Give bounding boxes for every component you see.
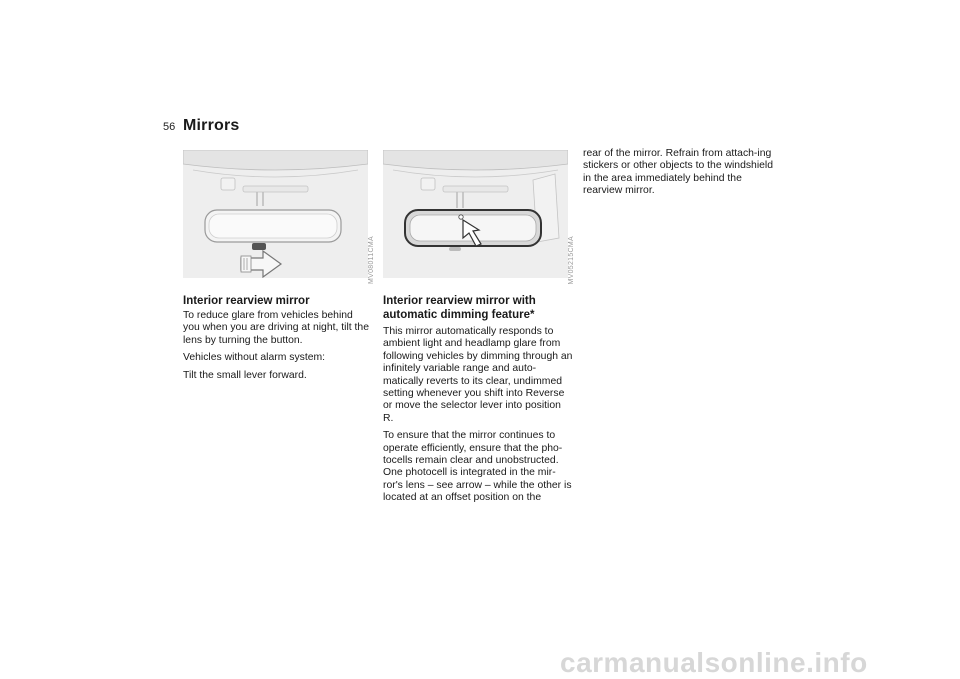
figure-code-left: MV08011CMA [368,236,375,285]
body-paragraph: To reduce glare from vehicles behind you when you are driving at night, tilt the lens by turning the button. [183,310,369,346]
dimming-mirror-illustration [383,150,568,278]
section-heading: Interior rearview mirror [183,295,310,307]
page-title: Mirrors [183,117,240,134]
figure-interior-mirror [183,150,368,278]
figure-dimming-mirror [383,150,568,278]
watermark: carmanualsonline.info [560,647,868,678]
body-paragraph: rear of the mirror. Refrain from attach-ing stickers or other objects to the windshield in the area immediately behind the rearview mirror. [583,148,774,197]
body-paragraph: This mirror automatically responds to ambient light and headlamp glare from following vehicles by dimming through an infinitely variable range and auto-matically reverts to its clear, undimmed setting whenever you shift into Reverse or move the selector lever into position R. [383,326,573,424]
body-paragraph: To ensure that the mirror continues to operate efficiently, ensure that the pho-tocells remain clear and unobstructed. One photocell is integrated in the mir-ror's lens – see arrow – while the other is located at an offset position on the [383,430,572,504]
mirror-illustration [183,150,368,278]
body-paragraph: Tilt the small lever forward. [183,369,307,381]
page-number: 56 [163,121,176,133]
section-heading: Interior rearview mirror with automatic dimming feature* [383,295,536,321]
column-3 [583,148,773,198]
figure-code-right: MV05215CMA [568,236,575,285]
column-1 [183,294,369,382]
body-paragraph: Vehicles without alarm system: [183,352,326,364]
column-2 [383,294,573,505]
